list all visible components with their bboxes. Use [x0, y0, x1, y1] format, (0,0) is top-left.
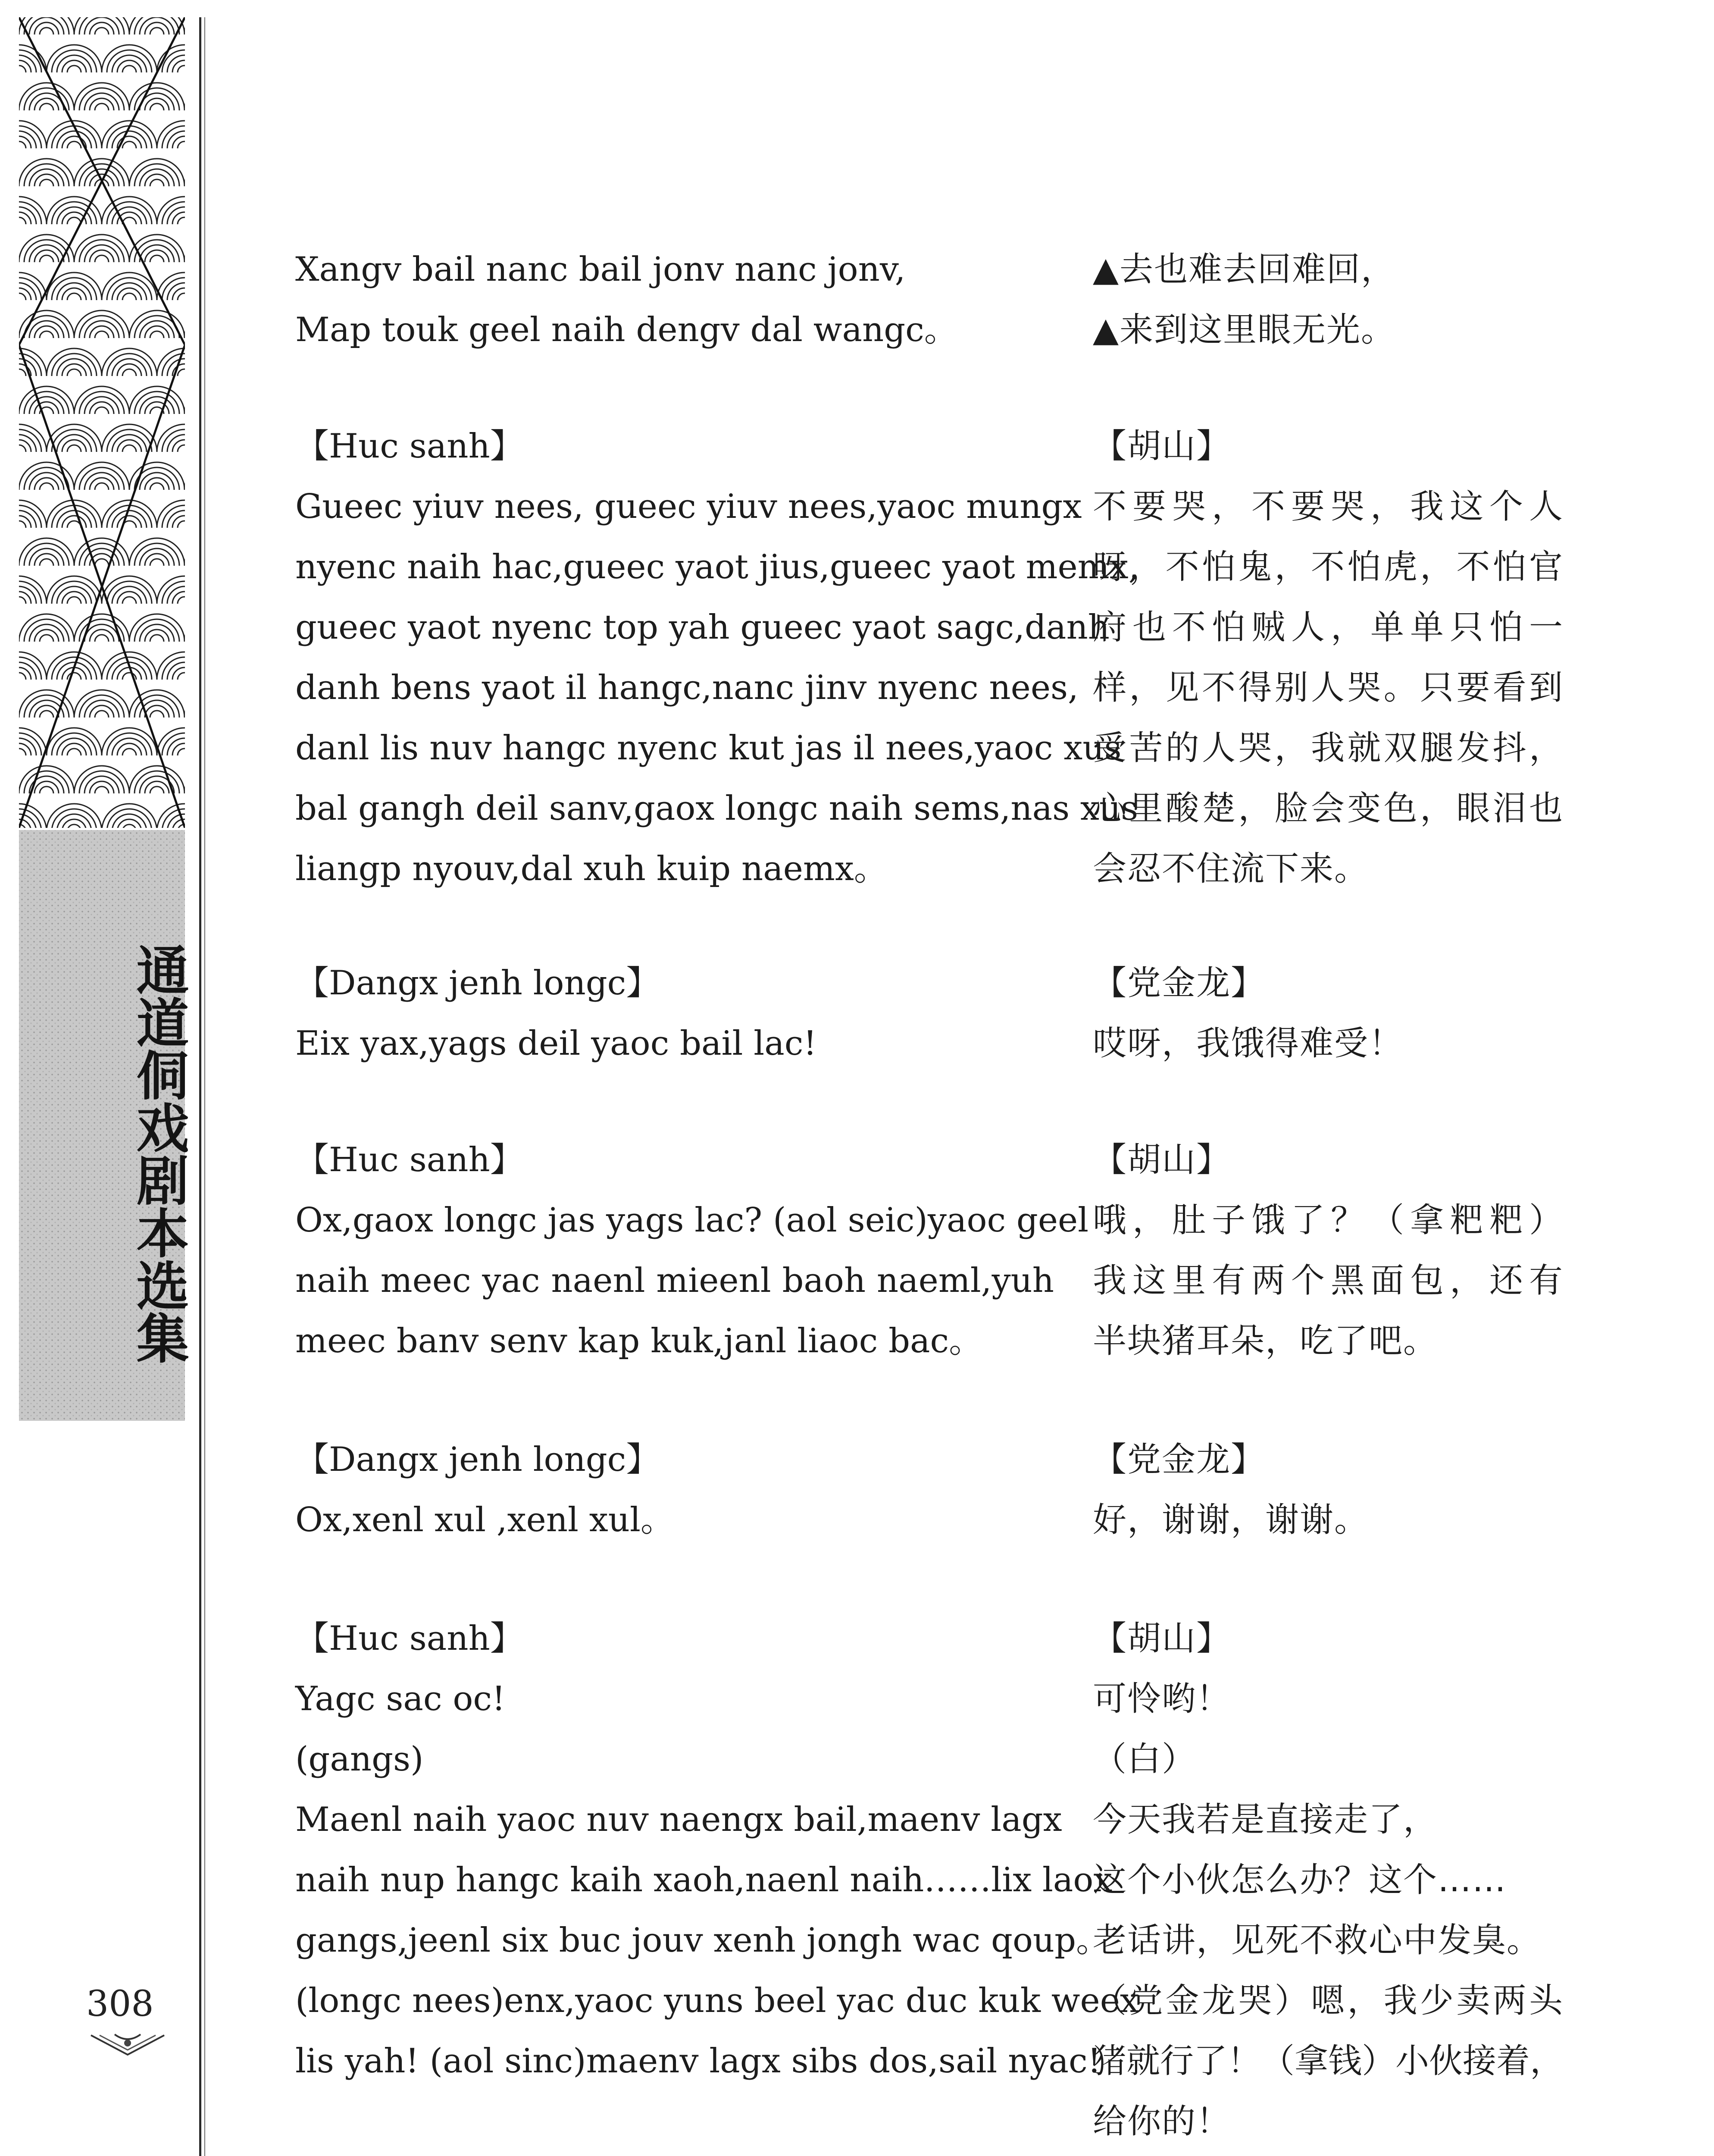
dong-text-line: meec banv senv kap kuk,janl liaoc bac。 [295, 1322, 983, 1360]
chinese-column-block [1093, 239, 1563, 360]
dong-text-line: Xangv bail nanc bail jonv nanc jonv, [295, 250, 906, 289]
spine-line-inner [204, 17, 205, 2156]
speaker-name-chinese: 【党金龙】 [1093, 1440, 1266, 1479]
dong-text-line: Gueec yiuv nees, gueec yiuv nees,yaoc mungx [295, 487, 1082, 526]
chinese-text-line: 府也不怕贼人，单单只怕一 [1093, 608, 1563, 647]
dong-text-line: gueec yaot nyenc top yah gueec yaot sagc,danh [295, 608, 1110, 647]
chinese-column-block [1093, 1608, 1563, 2152]
dong-text-line: Ox,xenl xul ,xenl xul。 [295, 1501, 674, 1539]
dong-text-line: naih nup hangc kaih xaoh,naenl naih……lix laox [295, 1861, 1113, 1899]
dong-text-line: Maenl naih yaoc nuv naengx bail,maenv lagx [295, 1800, 1062, 1839]
dong-text-line: lis yah! (aol sinc)maenv lagx sibs dos,sail nyac! [295, 2042, 1101, 2081]
chinese-text-line: ▲来到这里眼无光。 [1093, 310, 1395, 349]
chinese-text-line: （党金龙哭）嗯，我少卖两头 [1093, 1981, 1563, 2020]
dong-column-block [295, 1130, 1089, 1371]
chinese-text-line: 哎呀，我饿得难受！ [1093, 1024, 1404, 1063]
speaker-name-dong: 【Huc sanh】 [295, 1141, 524, 1179]
chinese-text-line: 好，谢谢，谢谢。 [1093, 1501, 1369, 1539]
dong-text-line: gangs,jeenl six buc jouv xenh jongh wac qoup。 [295, 1921, 1110, 1960]
chinese-text-line: ▲去也难去回难回， [1093, 250, 1395, 289]
dong-text-line: Eix yax,yags deil yaoc bail lac! [295, 1024, 817, 1063]
dong-text-line: (longc nees)enx,yaoc yuns beel yac duc kuk weex [295, 1981, 1139, 2020]
decorative-wave-pattern [19, 17, 185, 828]
book-title: 通道侗戏剧本选集 [128, 943, 189, 1364]
chinese-text-line: 老话讲，见死不救心中发臭。 [1093, 1921, 1542, 1960]
speaker-name-chinese: 【胡山】 [1093, 427, 1231, 466]
chinese-text-line: 可怜哟！ [1093, 1680, 1231, 1718]
dong-column-block [295, 416, 1139, 899]
chinese-text-line: 呀，不怕鬼，不怕虎，不怕官 [1093, 548, 1563, 586]
title-band [19, 830, 189, 1421]
chinese-text-line: 哦，肚子饿了？（拿粑粑） [1093, 1201, 1563, 1240]
speaker-name-dong: 【Dangx jenh longc】 [295, 1440, 660, 1479]
dong-text-line: Map touk geel naih dengv dal wangc。 [295, 310, 958, 349]
speaker-name-chinese: 【胡山】 [1093, 1141, 1231, 1179]
dong-column-block [295, 1608, 1139, 2091]
chinese-text-line: 这个小伙怎么办？这个…… [1093, 1861, 1507, 1899]
chinese-text-line: 我这里有两个黑面包，还有 [1093, 1261, 1563, 1300]
dong-text-line: danl lis nuv hangc nyenc kut jas il nees,yaoc xus [295, 729, 1122, 768]
chinese-text-line: 受苦的人哭，我就双腿发抖， [1093, 729, 1563, 768]
dong-text-line: danh bens yaot il hangc,nanc jinv nyenc nees, [295, 668, 1079, 707]
dong-column-block [295, 953, 1054, 1074]
chinese-text-line: 会忍不住流下来。 [1093, 849, 1369, 888]
page-number: 308 [86, 1984, 154, 2024]
chinese-text-line: （白） [1093, 1740, 1197, 1779]
speaker-name-chinese: 【党金龙】 [1093, 964, 1266, 1003]
dong-text-line: Yagc sac oc! [295, 1680, 506, 1718]
dong-column-block [295, 239, 1054, 360]
dong-text-line: nyenc naih hac,gueec yaot jius,gueec yaot memx, [295, 548, 1139, 586]
dong-text-line: Ox,gaox longc jas yags lac? (aol seic)yaoc geel [295, 1201, 1089, 1240]
chinese-column-block [1093, 953, 1563, 1074]
speaker-name-dong: 【Huc sanh】 [295, 427, 524, 466]
dong-column-block [295, 1429, 1054, 1550]
dong-text-line: naih meec yac naenl mieenl baoh naeml,yuh [295, 1261, 1054, 1300]
chinese-text-line: 猪就行了！（拿钱）小伙接着， [1093, 2042, 1564, 2081]
chinese-text-line: 半块猪耳朵，吃了吧。 [1093, 1322, 1438, 1360]
chinese-text-line: 不要哭，不要哭，我这个人 [1093, 487, 1563, 526]
dong-text-line: bal gangh deil sanv,gaox longc naih sems,nas xus [295, 789, 1138, 828]
chinese-text-line: 样，见不得别人哭。只要看到 [1093, 668, 1563, 707]
speaker-name-chinese: 【胡山】 [1093, 1619, 1231, 1658]
speaker-name-dong: 【Huc sanh】 [295, 1619, 524, 1658]
chinese-column-block [1093, 1130, 1563, 1371]
chinese-column-block [1093, 1429, 1563, 1550]
ornament-icon [89, 2031, 166, 2057]
chinese-text-line: 给你的！ [1093, 2102, 1231, 2141]
dong-text-line: liangp nyouv,dal xuh kuip naemx。 [295, 849, 888, 888]
chinese-column-block [1093, 416, 1563, 899]
speaker-name-dong: 【Dangx jenh longc】 [295, 964, 660, 1003]
dong-text-line: (gangs) [295, 1740, 424, 1779]
chinese-text-line: 心里酸楚，脸会变色，眼泪也 [1093, 789, 1563, 828]
chinese-text-line: 今天我若是直接走了， [1093, 1800, 1438, 1839]
spine-line [199, 17, 201, 2156]
